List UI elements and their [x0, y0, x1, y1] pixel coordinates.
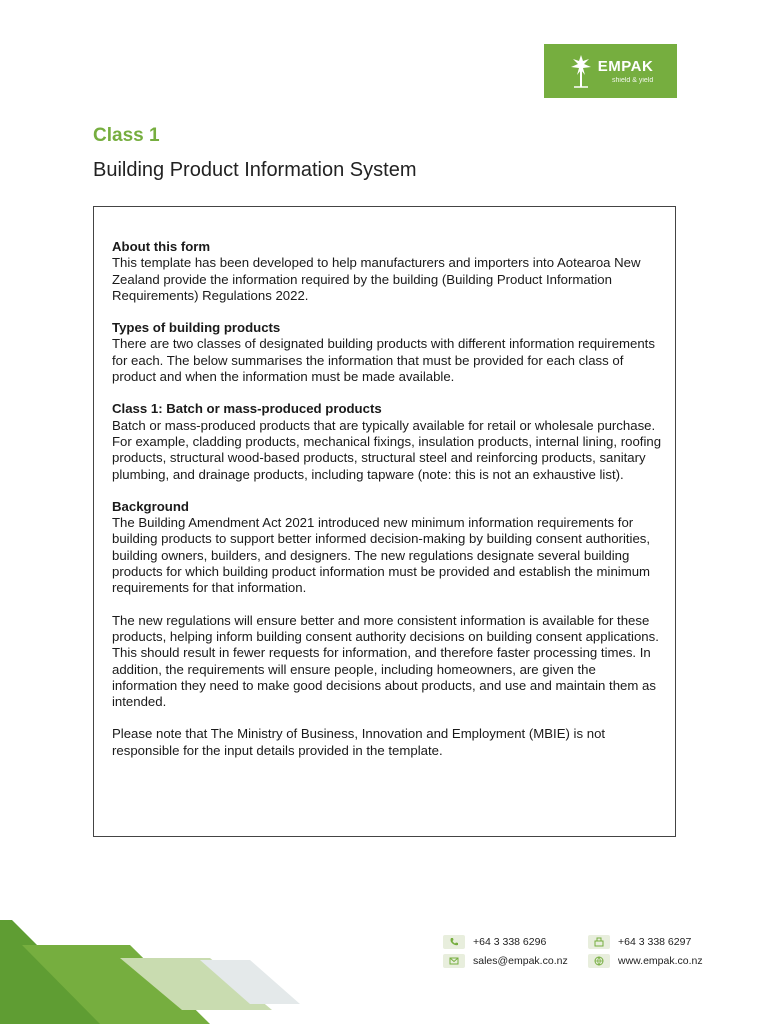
section-heading: About this form	[112, 239, 211, 254]
section-body: Please note that The Ministry of Business, Innovation and Employment (MBIE) is not responsible for the input details provided in the template.	[112, 726, 606, 758]
section-body: There are two classes of designated building products with different information requirements for each. The below summarises the information that must be provided for each class of product and when the information must be made available.	[112, 336, 655, 385]
fax-contact	[588, 935, 691, 949]
section-body: This template has been developed to help manufacturers and importers into Aotearoa New Zealand provide the information required by the building (Building Product Information Requirements) Regulations 2022.	[112, 255, 641, 303]
email-contact	[443, 954, 568, 968]
email-link[interactable]: sales@empak.co.nz	[473, 955, 568, 967]
regulations-paragraph	[112, 613, 664, 711]
fax-icon	[588, 935, 610, 949]
email-icon	[443, 954, 465, 968]
tree-icon	[568, 53, 594, 89]
web-contact	[588, 954, 703, 968]
disclaimer-paragraph	[112, 726, 664, 759]
section-heading: Class 1: Batch or mass-produced products	[112, 401, 382, 417]
section-body: Batch or mass-produced products that are typically available for retail or wholesale purchase. For example, cladding products, mechanical fixings, insulation products, internal lining, roofing products, structural wood-based products, structural steel and reinforcing products, sanitary plumbing, and drainage products, including tapware (note: this is not an exhaustive list).	[112, 417, 662, 482]
phone-text[interactable]: +64 3 338 6296	[473, 936, 547, 948]
about-section	[112, 239, 664, 304]
phone-icon	[443, 935, 465, 949]
class-label: Class 1	[93, 125, 160, 146]
globe-icon	[588, 954, 610, 968]
logo-tagline: shield & yield	[612, 76, 654, 84]
types-section	[112, 320, 664, 385]
section-body: The Building Amendment Act 2021 introduced new minimum information requirements for building products to support better informed decision-making by building consent authorities, building owners, builders, and designers. The new regulations designate several building products for which building product information must be provided and establish the minimum requirements for that information.	[112, 515, 651, 596]
logo-wordmark: EMPAK	[597, 57, 654, 75]
class1-section	[112, 401, 664, 482]
section-heading: Background	[112, 498, 189, 514]
fax-text: +64 3 338 6297	[618, 936, 692, 948]
page-title: Building Product Information System	[93, 159, 417, 181]
web-link[interactable]: www.empak.co.nz	[618, 955, 703, 967]
company-logo	[544, 44, 677, 98]
phone-contact	[443, 935, 546, 949]
section-heading: Types of building products	[112, 320, 281, 336]
info-box	[93, 206, 676, 837]
section-body: The new regulations will ensure better and more consistent information is available for these products, helping inform building consent authority decisions on building consent applications. This should result in fewer requests for information, and therefore faster processing times. In addition, the requirements will ensure people, including homeowners, are given the information they need to make good decisions about products, and use and maintain them as intended.	[112, 612, 659, 710]
footer-decoration	[0, 900, 420, 1024]
background-section	[112, 499, 664, 597]
